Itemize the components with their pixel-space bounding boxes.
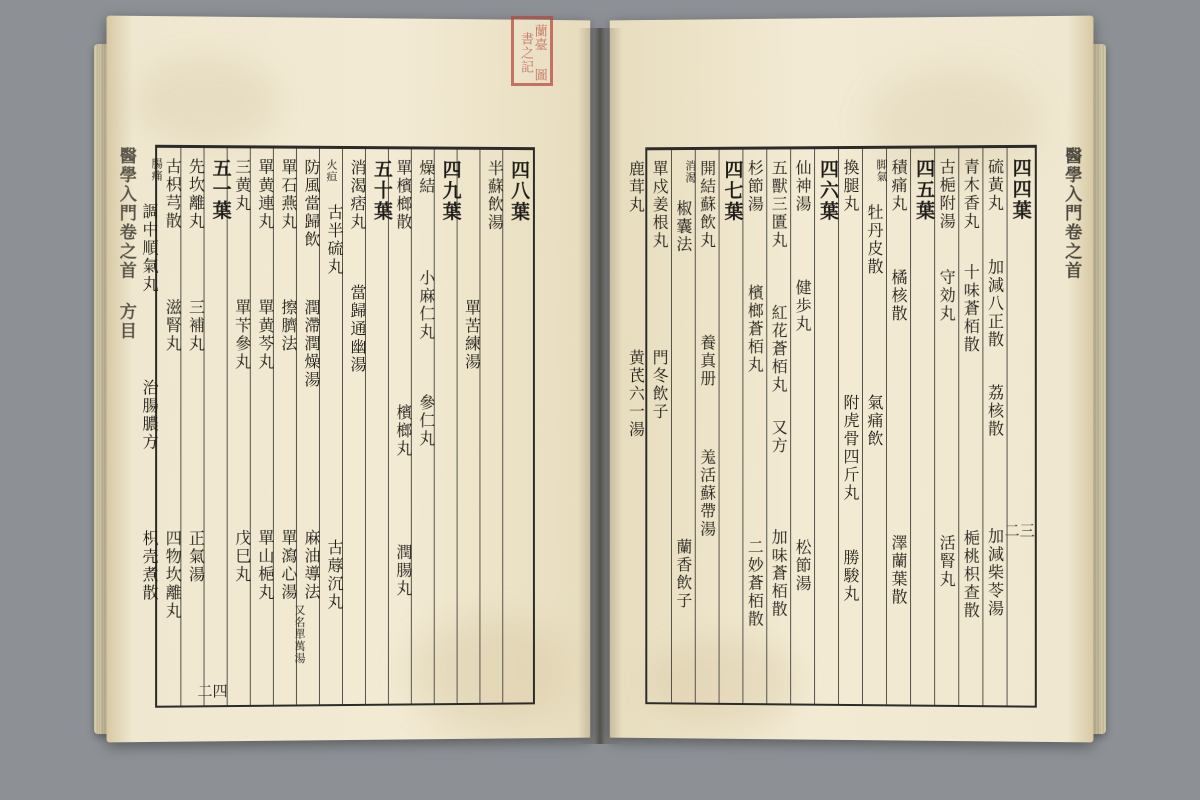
- formula-entry: 單黄連丸: [255, 158, 275, 231]
- formula-entry: 羗活蘇帶湯: [697, 448, 717, 539]
- text-column: [890, 534, 912, 742]
- seal-text: 蘭臺 圖書之記: [518, 24, 547, 82]
- formula-entry: 麻油導法: [301, 529, 321, 602]
- text-column: [699, 449, 721, 743]
- formula-entry: 單石燕丸: [278, 158, 298, 231]
- formula-entry: 戊巳丸: [232, 529, 252, 584]
- formula-entry: 松節湯: [793, 538, 813, 593]
- text-column: [464, 299, 486, 742]
- formula-entry: 梔桃枳查散: [961, 529, 981, 620]
- folio-number-right: 二三: [1004, 521, 1035, 540]
- formula-entry: 加味蒼栢散: [769, 528, 789, 619]
- text-column: [395, 544, 417, 743]
- paper-stain: [137, 56, 278, 147]
- formula-entry: 先坎離丸: [186, 158, 206, 231]
- formula-entry: 澤蘭葉散: [889, 534, 909, 607]
- text-column: [770, 529, 792, 743]
- formula-entry: 單瀉心湯: [278, 529, 298, 602]
- text-column: [257, 529, 279, 742]
- formula-entry: 硫黃丸: [985, 158, 1005, 213]
- formula-entry: 單檳榔散: [393, 159, 413, 232]
- formula-entry: 四物坎離丸: [163, 529, 183, 621]
- formula-entry: 健歩丸: [793, 279, 813, 334]
- formula-entry: 養真册: [697, 334, 717, 388]
- formula-entry: 氣痛飲: [864, 394, 885, 449]
- text-column: [938, 534, 960, 742]
- column-head: 五十葉: [370, 159, 393, 223]
- formula-note: 又名單萬湯: [292, 604, 306, 665]
- formula-entry: 青木香丸: [961, 158, 981, 231]
- open-book: [108, 18, 1092, 770]
- formula-entry: 古半硫丸: [325, 203, 345, 276]
- text-column: [866, 394, 888, 742]
- formula-entry: 檳榔蒼栢丸: [745, 284, 765, 375]
- text-column: [326, 539, 348, 742]
- text-column: [914, 158, 936, 699]
- text-column: [441, 160, 463, 699]
- formula-entry: 黄芪六一湯: [626, 349, 646, 439]
- formula-entry: 枳壳煮散: [139, 529, 160, 603]
- formula-entry: 消渴痞丸: [348, 158, 367, 232]
- left-page: [107, 16, 591, 743]
- text-column: [141, 530, 163, 743]
- formula-entry: 三補丸: [186, 298, 206, 353]
- text-column: [818, 159, 840, 699]
- formula-entry: 古枳芎散: [163, 157, 183, 231]
- formula-entry: 滋腎丸: [163, 298, 183, 353]
- text-column: [509, 160, 531, 698]
- text-column: [746, 539, 768, 743]
- formula-entry: 三黄丸: [232, 158, 252, 213]
- text-column: [723, 160, 745, 698]
- formula-entry: 荔核散: [985, 384, 1005, 439]
- formula-entry: 鹿茸丸: [626, 160, 646, 215]
- formula-entry: 潤腸丸: [393, 543, 413, 598]
- text-column: [349, 284, 371, 742]
- formula-entry: 單戍姜根丸: [650, 160, 670, 250]
- formula-entry: 單苄參丸: [232, 298, 252, 371]
- column-head: 四九葉: [439, 159, 462, 223]
- formula-entry: 紅花蒼栢丸: [769, 304, 789, 394]
- text-column: [372, 159, 394, 699]
- formula-entry: 換腿丸: [841, 158, 860, 214]
- formula-entry: 當歸通幽湯: [348, 283, 367, 375]
- formula-entry: 牡丹皮散: [864, 203, 885, 276]
- column-head: 四六葉: [817, 159, 840, 223]
- formula-entry: 腸痛: [150, 157, 164, 182]
- text-column: [651, 349, 673, 742]
- formula-entry: 火疸: [325, 158, 339, 183]
- text-column: [794, 539, 816, 743]
- formula-entry: 開結蘇飲丸: [697, 159, 717, 250]
- formula-entry: 仙神湯: [793, 159, 813, 214]
- collection-seal: [511, 16, 553, 86]
- formula-entry: 參仁丸: [416, 393, 436, 448]
- column-head: 四四葉: [1009, 157, 1032, 222]
- text-column: [234, 529, 256, 742]
- text-column: [303, 529, 325, 742]
- text-column: [1011, 158, 1033, 701]
- formula-entry: 杉節湯: [745, 159, 765, 214]
- folio-number-left: 二四: [197, 682, 228, 701]
- formula-entry: 二妙蒼栢散: [745, 538, 765, 629]
- formula-entry: 正氣湯: [186, 529, 206, 584]
- formula-entry: 守効丸: [937, 268, 957, 323]
- section-label: 消渴: [683, 159, 697, 184]
- column-head: 四七葉: [721, 159, 744, 223]
- formula-entry: 調中順氣丸: [139, 202, 160, 294]
- formula-entry: 單黄芩丸: [255, 298, 275, 371]
- right-page-side-label: 醫學入門卷之首: [1061, 146, 1082, 281]
- formula-entry: 小麻仁丸: [416, 269, 436, 342]
- text-column: [418, 394, 440, 742]
- right-page: [610, 16, 1094, 743]
- formula-entry: 擦臍法: [278, 298, 298, 353]
- formula-entry: 半蘇飲湯: [485, 159, 505, 232]
- text-column: [211, 158, 233, 700]
- section-label: 脚氣: [874, 158, 889, 183]
- text-column: [986, 528, 1008, 743]
- formula-entry: 單苦練湯: [462, 299, 482, 372]
- text-column: [842, 549, 864, 742]
- formula-entry: 加減八正散: [985, 258, 1005, 349]
- formula-entry: 椒囊法: [673, 199, 693, 254]
- formula-entry: 加減柴苓湯: [985, 527, 1005, 619]
- formula-entry: 五獸三匱丸: [769, 159, 789, 250]
- formula-entry: 潤滯潤燥湯: [301, 298, 321, 390]
- formula-entry: 單山梔丸: [255, 529, 275, 602]
- formula-entry: 附虎骨四斤丸: [841, 393, 860, 503]
- text-column: [675, 538, 697, 742]
- text-column: [164, 530, 186, 743]
- formula-entry: 古梔附湯: [937, 158, 957, 231]
- formula-entry: 蘭香飲子: [673, 538, 693, 610]
- formula-entry: 門冬飲子: [650, 349, 670, 421]
- formula-entry: 勝駿丸: [841, 548, 860, 604]
- formula-entry: 活腎丸: [937, 534, 957, 589]
- text-column: [628, 349, 650, 742]
- text-column: [486, 160, 508, 698]
- formula-entry: 積痛丸: [889, 158, 909, 213]
- formula-entry: 燥結: [416, 159, 436, 196]
- text-column: [187, 530, 209, 743]
- left-text-frame: [139, 145, 535, 708]
- formula-entry: 古蓐沉丸: [325, 539, 345, 612]
- formula-entry: 十味蒼栢散: [961, 263, 981, 354]
- left-page-side-label: 醫學入門卷之首 方目: [115, 146, 136, 341]
- formula-entry: 橘核散: [889, 268, 909, 323]
- column-head: 四五葉: [913, 158, 936, 222]
- right-text-frame: [626, 145, 1037, 708]
- formula-entry: 治腸膿方: [139, 379, 160, 452]
- column-head: 五一葉: [209, 158, 232, 222]
- formula-entry: 防風當歸飲: [301, 158, 321, 249]
- formula-entry: 又方: [769, 418, 789, 455]
- formula-entry: 檳榔丸: [393, 403, 413, 458]
- text-column: [962, 529, 984, 742]
- text-column: [294, 604, 306, 742]
- column-head: 四八葉: [508, 159, 530, 223]
